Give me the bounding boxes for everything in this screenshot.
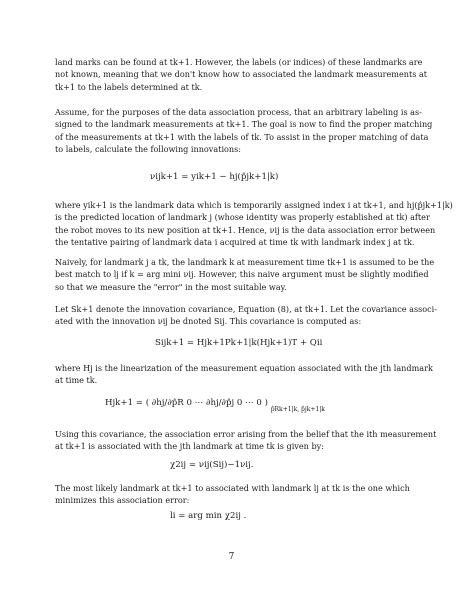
equation-innovation: νijk+1 = yik+1 − hj(p̂jk+1|k) xyxy=(150,172,279,182)
paragraph-3 xyxy=(55,199,453,249)
equation-jacobian xyxy=(105,398,325,413)
equation-argmin: li = arg min χ2ij . xyxy=(170,511,247,521)
equation-covariance: Sijk+1 = Hjk+1Pk+1|k(Hjk+1)T + Qii xyxy=(155,338,323,348)
text-line: Assume, for the purposes of the data association process, that an arbitrary labeling is as- xyxy=(55,107,422,117)
text-line: the tentative pairing of landmark data i acquired at time tk with landmark index j at tk. xyxy=(55,237,415,248)
paragraph-1 xyxy=(55,56,428,93)
text-line: the robot moves to its new position at tk+1. Hence, νij is the data association error between xyxy=(55,224,436,235)
page-number: 7 xyxy=(228,552,235,562)
paragraph-8 xyxy=(55,482,411,507)
paragraph-5 xyxy=(55,303,437,328)
text-line: best match to lj if k = arg mini νij. However, this naive argument must be slightly modified xyxy=(55,269,429,280)
jacobian-evaluation: p̂Rk+1|k, p̂jk+1|k xyxy=(270,406,325,413)
paragraph-7 xyxy=(55,428,437,453)
text-line: to labels, calculate the following innovations: xyxy=(55,144,242,155)
text-line: signed to the landmark measurements at tk+1. The goal is now to find the proper matching xyxy=(55,119,433,130)
text-line: land marks can be found at tk+1. However, the labels (or indices) of these landmarks are xyxy=(55,57,423,67)
text-line: of the measurements at tk+1 with the labels of tk. To assist in the proper matching of data xyxy=(55,131,429,142)
text-line: at time tk. xyxy=(55,375,98,386)
paragraph-6 xyxy=(55,362,433,387)
text-line: Let Sk+1 denote the innovation covariance, Equation (8), at tk+1. Let the covariance associ- xyxy=(55,304,437,314)
text-line: Naively, for landmark j a tk, the landmark k at measurement time tk+1 is assumed to be the xyxy=(55,257,435,267)
text-line: not known, meaning that we don't know how to associated the landmark measurements at xyxy=(55,69,428,80)
jacobian-matrix: ( ∂hj/∂p̂R 0 ⋯ ∂hj/∂p̂j 0 ⋯ 0 ) xyxy=(145,398,268,408)
text-line: The most likely landmark at tk+1 to associated with landmark lj at tk is the one which xyxy=(55,483,410,493)
jacobian-lhs: Hjk+1 = xyxy=(105,398,143,408)
text-line: tk+1 to the labels determined at tk. xyxy=(55,81,203,92)
equation-chi: χ2ij = νij(Sij)−1νij. xyxy=(170,460,254,470)
text-line: where yik+1 is the landmark data which is temporarily assigned index i at tk+1, and hj(p̂jk+1|k) xyxy=(55,200,453,210)
text-line: Using this covariance, the association error arising from the belief that the ith measurement xyxy=(55,429,437,439)
paragraph-2 xyxy=(55,106,433,156)
text-line: where Hj is the linearization of the measurement equation associated with the jth landmark xyxy=(55,363,433,373)
text-line: at tk+1 is associated with the jth landmark at time tk is given by: xyxy=(55,441,324,452)
text-line: minimizes this association error: xyxy=(55,495,190,506)
text-line: is the predicted location of landmark j (whose identity was properly established at tk) after xyxy=(55,212,430,223)
text-line: so that we measure the "error" in the most suitable way. xyxy=(55,281,287,292)
text-line: ated with the innovation νij be dnoted Sij. This covariance is computed as: xyxy=(55,316,362,327)
paragraph-4 xyxy=(55,256,435,293)
